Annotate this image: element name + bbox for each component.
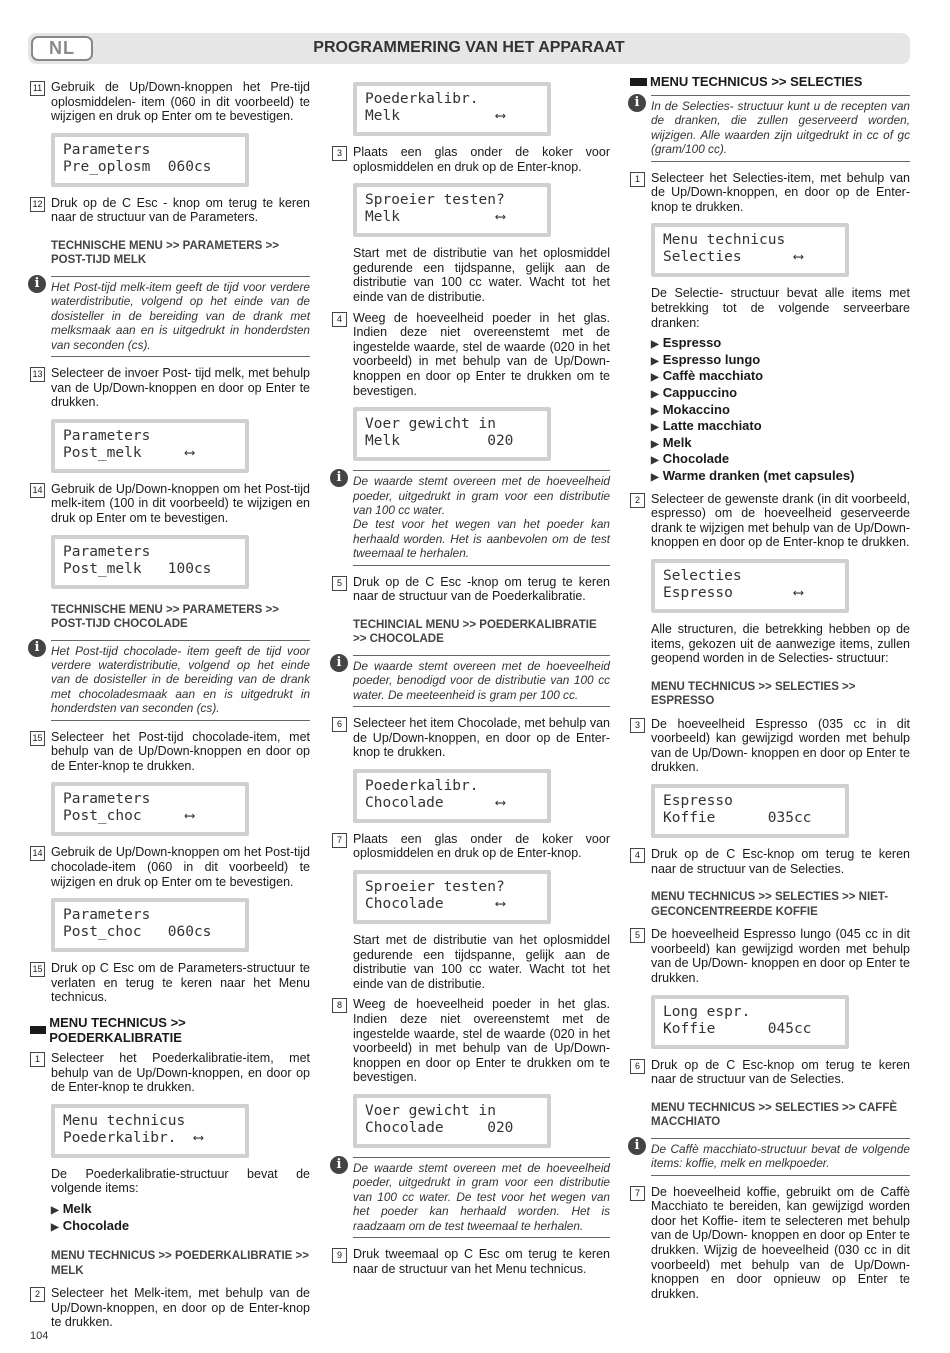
info-icon: i: [330, 654, 348, 672]
step-text: Selecteer het Post-tijd chocolade-item, met behulp van de Up/Down-knoppen en door op de Enter-knop te drukken.: [51, 729, 310, 773]
language-badge: NL: [31, 36, 93, 61]
section-heading: [630, 74, 910, 89]
lcd-line-2: Melk ⟷: [365, 209, 505, 226]
step-4: [630, 847, 910, 876]
paragraph: Start met de distributie van het oplosmiddel gedurende een tijdspanne, gelijk aan de distributie van 100 cc water. Wacht tot het einde van de distributie.: [353, 932, 610, 991]
lcd-display: [353, 183, 551, 237]
step-number: 2: [630, 493, 645, 508]
step-1: [30, 1051, 310, 1095]
step-text: Selecteer het Selecties-item, met behulp van de Up/Down-knoppen, en door op de Enter-knop te drukken.: [651, 170, 910, 214]
lcd-line-1: Parameters: [63, 791, 151, 808]
page-title: PROGRAMMERING VAN HET APPARAAT: [313, 39, 625, 56]
list-item: ▶ Mokaccino: [651, 403, 910, 420]
step-text: Gebruik de Up/Down-knoppen om het Post-tijd melk-item (100 in dit voorbeeld) te wijzigen en druk op Enter om te bevestigen.: [51, 481, 310, 525]
lcd-display: [353, 407, 551, 461]
step-text: Selecteer het Melk-item, met behulp van de Up/Down-knoppen, en door op de Enter-knop te drukken.: [51, 1286, 310, 1330]
section-title: MENU TECHNICUS >> SELECTIES: [650, 74, 863, 89]
lcd-line-1: Voer gewicht in: [365, 416, 496, 433]
lcd-line-1: Voer gewicht in: [365, 1102, 496, 1119]
step-11: [30, 80, 310, 124]
step-number: 1: [30, 1052, 45, 1067]
section-heading: [30, 1015, 310, 1045]
lcd-line-2: Chocolade ⟷: [365, 794, 505, 811]
note-text: Het Post-tijd melk-item geeft de tijd voor verdere waterdistributie, volgend op het einde van de dosisteller in de bereiding van de drank met melksmaak aan en is uitgedrukt in honderdsten van seconden (cs).: [51, 276, 310, 357]
step-number: 4: [630, 848, 645, 863]
list-item: ▶ Warme dranken (met capsules): [651, 469, 910, 486]
subsection-heading: MENU TECHNICUS >> POEDERKALIBRATIE >> MELK: [51, 1250, 309, 1277]
list-item: ▶ Chocolade: [651, 452, 910, 469]
note-text: De test voor het wegen van het poeder kan herhaald worden. Het is aanbevolen om de test tweemaal te herhalen.: [353, 517, 610, 561]
step-12: [30, 196, 310, 225]
lcd-line-2: Poederkalibr. ⟷: [63, 1129, 203, 1146]
paragraph: De Selectie- structuur bevat alle items met betrekking tot de volgende serveerbare dranken:: [651, 286, 910, 330]
note-text: Het Post-tijd chocolade- item geeft de tijd voor verdere waterdistributie, volgend op het einde van de dosisteller in de bereiding van de drank met chocoladesmaak aan en is uitgedrukt in honderdsten van seconden (cs).: [51, 640, 310, 721]
step-text: Gebruik de Up/Down-knoppen het Pre-tijd oplosmiddelen- item (060 in dit voorbeeld) te wijzigen en druk op Enter om te bevestigen.: [51, 80, 310, 124]
column-1: [30, 80, 310, 1337]
step-5: [332, 575, 610, 604]
lcd-line-2: Koffie 045cc: [663, 1020, 812, 1037]
info-icon: i: [330, 1156, 348, 1174]
step-text: Weeg de hoeveelheid poeder in het glas. Indien deze niet overeenstemt met de ingestelde waarde, stel de waarde (020 in het voorbeeld) in met behulp van de Up/Down- knoppen en door op Enter te drukken om te bevestigen.: [353, 997, 610, 1085]
subsection-heading: MENU TECHNICUS >> SELECTIES >> ESPRESSO: [651, 680, 856, 708]
drink-list: [630, 336, 910, 485]
lcd-line-1: Parameters: [63, 907, 151, 924]
step-6: [630, 1058, 910, 1087]
step-text: De hoeveelheid koffie, gebruikt om de Caffè Macchiato te bereiden, kan gewijzigd worden door het Koffie- item te selecteren met behulp van de Up/Down- knoppen en door op Enter te drukken. Wijzig de hoeveelheid (030 cc in dit voorbeeld) met behulp van de Up/Down-knoppen en door opnieuw op Enter te drukken.: [651, 1184, 910, 1301]
note-text: De waarde stemt overeen met de hoeveelheid poeder, uitgedrukt in gram voor een distributie van 100 cc water. De test voor het wegen van het poeder kan herhaald worden. Het is raadzaam om de test tweemaal te herhalen.: [353, 1157, 610, 1238]
info-icon: i: [330, 469, 348, 487]
subsection-heading: TECHNISCHE MENU >> PARAMETERS >> POST-TIJD CHOCOLADE: [51, 603, 279, 631]
step-number: 4: [332, 312, 347, 327]
note-text: De waarde stemt overeen met de hoeveelheid poeder, uitgedrukt in gram voor een distributie van 100 cc water.: [353, 474, 610, 517]
list-item: ▶ Cappuccino: [651, 386, 910, 403]
lcd-line-2: Selecties ⟷: [663, 249, 803, 266]
section-bar-icon: [30, 1026, 46, 1034]
step-number: 3: [332, 146, 347, 161]
list-item: ▶ Espresso: [651, 336, 910, 353]
step-2: [630, 492, 910, 550]
step-number: 12: [30, 197, 45, 212]
paragraph: De Poederkalibratie-structuur bevat de volgende items:: [51, 1166, 310, 1196]
lcd-display: [51, 535, 249, 589]
lcd-line-1: Parameters: [63, 543, 151, 560]
lcd-display: [651, 995, 849, 1049]
step-text: Druk op de C Esc - knop om terug te keren naar de structuur van de Parameters.: [51, 195, 310, 225]
step-number: 9: [332, 1248, 347, 1263]
step-text: Druk op de C Esc-knop om terug te keren naar de structuur van de Selecties.: [651, 847, 910, 876]
lcd-display: [651, 784, 849, 838]
lcd-display: [651, 559, 849, 613]
lcd-line-2: Pre_oplosm 060cs: [63, 158, 212, 175]
step-number: 3: [630, 718, 645, 733]
lcd-display: [51, 782, 249, 836]
step-14: [30, 482, 310, 526]
step-number: 5: [630, 928, 645, 943]
step-5: [630, 927, 910, 985]
list-item: ▶ Melk: [51, 1202, 310, 1219]
lcd-line-1: Poederkalibr.: [365, 777, 479, 794]
lcd-line-2: Post_choc ⟷: [63, 808, 194, 825]
info-icon: i: [628, 94, 646, 112]
info-note: [30, 640, 310, 721]
step-number: 11: [30, 81, 45, 96]
step-number: 2: [30, 1287, 45, 1302]
info-icon: i: [28, 275, 46, 293]
lcd-display: [353, 870, 551, 924]
lcd-line-1: Sproeier testen?: [365, 878, 505, 895]
lcd-line-1: Menu technicus: [63, 1112, 186, 1129]
info-note: [630, 1138, 910, 1176]
step-13: [30, 366, 310, 410]
lcd-display: [651, 223, 849, 277]
page-number: 104: [30, 1330, 49, 1342]
step-number: 15: [30, 962, 45, 977]
list-item: ▶ Chocolade: [51, 1219, 310, 1236]
step-15: [30, 730, 310, 774]
lcd-line-1: Sproeier testen?: [365, 192, 505, 209]
step-text: Selecteer het item Chocolade, met behulp van de Up/Down-knoppen, en door op de Enter-knop te drukken.: [353, 715, 610, 760]
paragraph: Start met de distributie van het oplosmiddel gedurende een tijdspanne, gelijk aan de distributie van 100 cc water. Wacht tot het einde van de distributie.: [353, 246, 610, 304]
step-text: Gebruik de Up/Down-knoppen om het Post-tijd chocolade-item (060 in dit voorbeeld) te wijzigen en druk op Enter om te bevestigen.: [51, 845, 310, 889]
paragraph: Alle structuren, die betrekking hebben op de items, gekozen uit de aanwezige items, zullen geopend worden in de Selecties- structuur:: [651, 621, 910, 666]
step-text: De hoeveelheid Espresso (035 cc in dit voorbeeld) kan gewijzigd worden met behulp van de Up/Down- knoppen en door op Enter te drukken.: [651, 716, 910, 775]
page-header: [28, 33, 910, 64]
step-number: 5: [332, 576, 347, 591]
lcd-line-2: Chocolade 020: [365, 1119, 514, 1136]
item-list: [30, 1202, 310, 1235]
step-6: [332, 716, 610, 760]
list-item: ▶ Latte macchiato: [651, 419, 910, 436]
step-8: [332, 997, 610, 1085]
subsection-heading: TECHNISCHE MENU >> PARAMETERS >> POST-TIJD MELK: [51, 239, 279, 267]
step-number: 7: [332, 833, 347, 848]
info-icon: i: [628, 1137, 646, 1155]
lcd-display: [51, 898, 249, 952]
section-bar-icon: [630, 78, 647, 86]
step-3: [332, 145, 610, 174]
step-15b: [30, 961, 310, 1005]
note-text: De Caffè macchiato-structuur bevat de volgende items: koffie, melk en melkpoeder.: [651, 1138, 910, 1176]
step-text: Selecteer het Poederkalibratie-item, met behulp van de Up/Down-knoppen, en door op de Enter-knop te drukken.: [51, 1050, 310, 1095]
step-text: Selecteer de gewenste drank (in dit voorbeeld, espresso) om de hoeveelheid geserveerde drank te wijzigen met behulp van de Up/Down-knoppen en door op de Enter-knop te drukken.: [651, 491, 910, 550]
info-note: [332, 1157, 610, 1238]
step-number: 7: [630, 1186, 645, 1201]
step-text: Druk op de C Esc -knop om terug te keren naar de structuur van de Poederkalibratie.: [353, 574, 610, 604]
step-3: [630, 717, 910, 775]
lcd-line-1: Selecties: [663, 567, 742, 584]
lcd-line-1: Espresso: [663, 793, 733, 810]
lcd-display: [51, 133, 249, 187]
list-item: ▶ Melk: [651, 436, 910, 453]
step-4: [332, 311, 610, 399]
lcd-line-2: Melk ⟷: [365, 108, 505, 124]
lcd-line-2: Post_melk ⟷: [63, 444, 194, 461]
lcd-line-1: Poederkalibr.: [365, 91, 479, 107]
subsection-heading: MENU TECHNICUS >> SELECTIES >> NIET-GECONCENTREERDE KOFFIE: [651, 891, 889, 918]
lcd-line-2: Koffie 035cc: [663, 810, 812, 827]
step-text: Druk op C Esc om de Parameters-structuur te verlaten en terug te keren naar het Menu technicus.: [51, 961, 310, 1005]
lcd-line-2: Post_melk 100cs: [63, 560, 212, 577]
section-title: MENU TECHNICUS >> POEDERKALIBRATIE: [49, 1014, 186, 1045]
lcd-line-1: Parameters: [63, 427, 151, 444]
step-number: 6: [630, 1059, 645, 1074]
list-item: ▶ Caffè macchiato: [651, 369, 910, 386]
step-text: Weeg de hoeveelheid poeder in het glas. Indien deze niet overeenstemt met de ingestelde waarde, stel de waarde (020 in het voorbeeld) in met behulp van de Up/Down- knoppen en door op Enter te drukken om te bevestigen.: [353, 310, 610, 398]
step-text: Selecteer de invoer Post- tijd melk, met behulp van de Up/Down-knoppen en door op Enter te drukken.: [51, 366, 310, 410]
step-number: 1: [630, 172, 645, 187]
list-item: ▶ Espresso lungo: [651, 353, 910, 370]
step-number: 14: [30, 483, 45, 498]
lcd-display: [51, 419, 249, 473]
info-icon: i: [28, 639, 46, 657]
lcd-display: [51, 1104, 249, 1158]
info-note: [332, 655, 610, 707]
lcd-line-2: Post_choc 060cs: [63, 924, 212, 941]
lcd-line-1: Long espr.: [663, 1003, 751, 1020]
info-note: [630, 95, 910, 162]
lcd-line-1: Parameters: [63, 141, 151, 158]
step-text: Plaats een glas onder de koker voor oplosmiddelen en druk op de Enter-knop.: [353, 145, 610, 174]
note-text: De waarde stemt overeen met de hoeveelheid poeder, benodigd voor de distributie van 100 cc water. De meeteenheid is gram per 100 cc.: [353, 655, 610, 707]
step-text: Druk op de C Esc-knop om terug te keren naar de structuur van de Selecties.: [651, 1057, 910, 1087]
lcd-line-2: Espresso ⟷: [663, 584, 803, 601]
lcd-display: [353, 82, 551, 136]
step-text: Plaats een glas onder de koker voor oplosmiddelen en druk op de Enter-knop.: [353, 831, 610, 861]
note-text: In de Selecties- structuur kunt u de recepten van de dranken, die zullen geserveerd worden, wijzigen. Alle waarden zijn uitgedrukt in cc of gc (gram/100 cc).: [651, 95, 910, 162]
lcd-line-1: Menu technicus: [663, 232, 786, 249]
lcd-display: [353, 1094, 551, 1148]
step-number: 13: [30, 367, 45, 382]
step-7: [630, 1185, 910, 1302]
column-2: [332, 76, 610, 1283]
step-14b: [30, 845, 310, 889]
step-number: 8: [332, 998, 347, 1013]
lcd-display: [353, 769, 551, 823]
info-note: [30, 276, 310, 357]
step-number: 14: [30, 846, 45, 861]
lcd-line-2: Chocolade ⟷: [365, 895, 505, 912]
step-2: [30, 1286, 310, 1330]
column-3: [630, 70, 910, 1308]
step-9: [332, 1247, 610, 1276]
step-text: De hoeveelheid Espresso lungo (045 cc in dit voorbeeld) kan gewijzigd worden met behulp van de Up/Down- knoppen en door op Enter te drukken.: [651, 927, 910, 986]
step-7: [332, 832, 610, 861]
step-text: Druk tweemaal op C Esc om terug te keren naar de structuur van het Menu technicus.: [353, 1246, 610, 1276]
lcd-line-2: Melk 020: [365, 433, 514, 450]
step-number: 15: [30, 731, 45, 746]
step-number: 6: [332, 717, 347, 732]
subsection-heading: TECHINCIAL MENU >> POEDERKALIBRATIE >> CHOCOLADE: [353, 618, 597, 646]
info-note: [332, 470, 610, 565]
step-1: [630, 171, 910, 215]
subsection-heading: MENU TECHNICUS >> SELECTIES >> CAFFÈ MACCHIATO: [651, 1101, 898, 1129]
